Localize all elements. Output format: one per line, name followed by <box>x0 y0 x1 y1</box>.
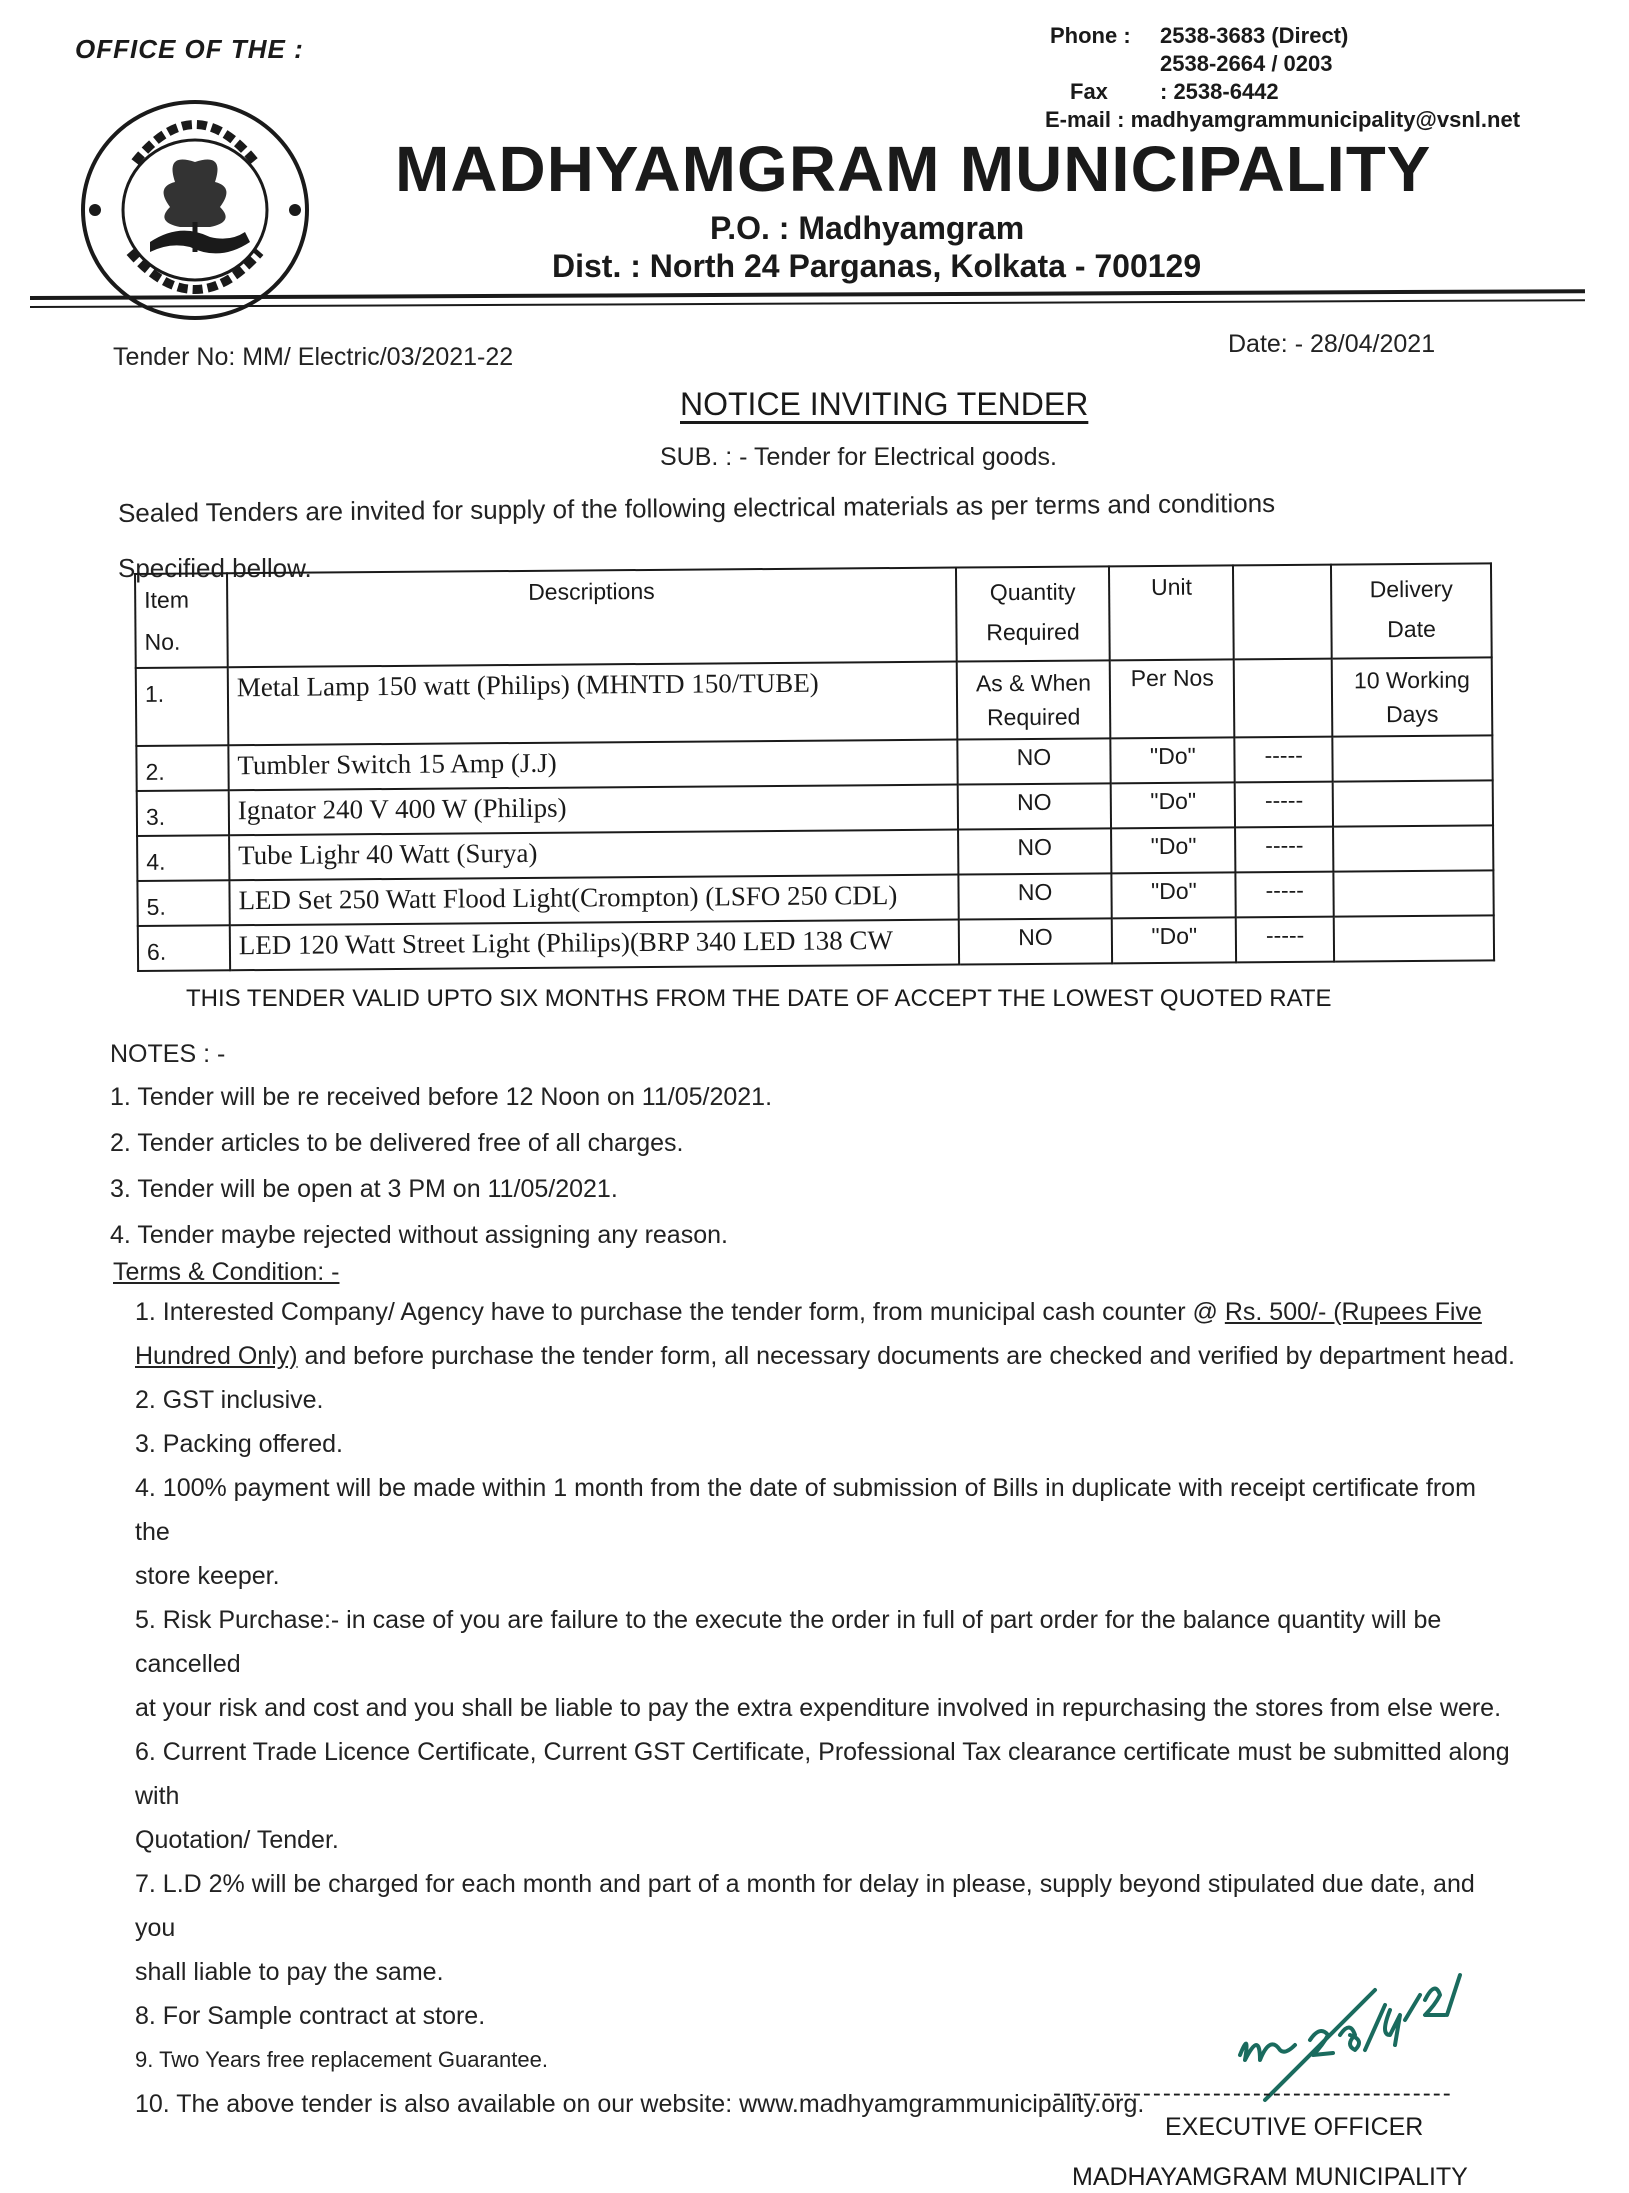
notes-heading: NOTES : - <box>110 1040 226 1068</box>
terms-heading: Terms & Condition: - <box>113 1258 340 1286</box>
fax-label: Fax <box>1070 79 1108 104</box>
row-item-no: 1. <box>136 667 229 746</box>
row-unit: "Do" <box>1111 782 1235 828</box>
intro-line-1: Sealed Tenders are invited for supply of the following electrical materials as per terms and conditions <box>117 487 1276 528</box>
note-item: 4. Tender maybe rejected without assigning any reason. <box>110 1221 728 1249</box>
note-item: 3. Tender will be open at 3 PM on 11/05/2021. <box>110 1175 618 1203</box>
header-blank <box>1233 565 1332 660</box>
term-item: 1. Interested Company/ Agency have to purchase the tender form, from municipal cash counter @ Rs. 500/- (Rupees Five <box>135 1298 1482 1326</box>
row-unit: "Do" <box>1111 737 1235 783</box>
row-extra: ----- <box>1236 917 1334 963</box>
row-description: Tumbler Switch 15 Amp (J.J) <box>228 740 957 791</box>
row-description: Tube Lighr 40 Watt (Surya) <box>229 830 958 881</box>
row-quantity: NO <box>957 738 1111 784</box>
intro-line-2: Specified bellow. <box>118 553 312 583</box>
table-row <box>138 915 1494 971</box>
note-item: 1. Tender will be re received before 12 Noon on 11/05/2021. <box>110 1083 773 1111</box>
row-quantity: As & When Required <box>956 660 1110 739</box>
row-item-no: 5. <box>137 880 229 926</box>
term-item: 4. 100% payment will be made within 1 month from the date of submission of Bills in duplicate with receipt certificate from the <box>135 1474 1476 1546</box>
header-delivery-date: Delivery Date <box>1331 563 1492 658</box>
municipality-seal-logo <box>75 92 315 327</box>
term-item-cont: at your risk and cost and you shall be liable to pay the extra expenditure involved in repurchasing the stores from else were. <box>135 1694 1502 1722</box>
row-quantity: NO <box>957 783 1111 829</box>
fee-words: Hundred Only) <box>135 1342 298 1370</box>
term-item: 5. Risk Purchase:- in case of you are failure to the execute the order in full of part order for the balance quantity will be cancelled <box>135 1606 1442 1678</box>
row-item-no: 3. <box>137 790 229 836</box>
term-item-cont: store keeper. <box>135 1562 280 1590</box>
signature-line: ---------------------------------------- <box>1053 2080 1453 2107</box>
office-of-label: OFFICE OF THE : <box>75 34 304 64</box>
term-item: 7. L.D 2% will be charged for each month and part of a month for delay in please, supply beyond stipulated due date, and you <box>135 1870 1475 1942</box>
district-address: Dist. : North 24 Parganas, Kolkata - 700129 <box>552 248 1202 284</box>
row-delivery <box>1333 825 1493 871</box>
term-item: 3. Packing offered. <box>135 1430 344 1458</box>
term-item: Hundred Only) and before purchase the tender form, all necessary documents are checked and verified by department head. <box>135 1342 1515 1370</box>
row-extra: ----- <box>1235 737 1333 783</box>
phone-direct: 2538-3683 (Direct) <box>1160 23 1349 48</box>
row-description: Ignator 240 V 400 W (Philips) <box>229 785 958 836</box>
term-item: 2. GST inclusive. <box>135 1386 324 1414</box>
email-address: E-mail : madhyamgrammunicipality@vsnl.net <box>1045 107 1521 132</box>
row-extra: ----- <box>1235 827 1333 873</box>
term-item: 8. For Sample contract at store. <box>135 2002 486 2030</box>
items-table <box>134 562 1495 972</box>
header-description: Descriptions <box>227 568 956 668</box>
signatory-designation: EXECUTIVE OFFICER <box>1165 2113 1424 2141</box>
notes-list <box>110 1074 772 1258</box>
row-extra: ----- <box>1236 872 1334 918</box>
row-delivery <box>1332 735 1492 781</box>
table-row <box>136 657 1493 746</box>
header-unit: Unit <box>1109 565 1234 660</box>
row-unit: "Do" <box>1112 827 1236 873</box>
signatory-organisation: MADHAYAMGRAM MUNICIPALITY <box>1072 2163 1468 2191</box>
phone-other: 2538-2664 / 0203 <box>1160 51 1333 76</box>
fax-number: : 2538-6442 <box>1160 79 1279 104</box>
phone-label: Phone : <box>1050 23 1131 48</box>
row-description: Metal Lamp 150 watt (Philips) (MHNTD 150/TUBE) <box>228 662 957 746</box>
term-item-cont: Quotation/ Tender. <box>135 1826 339 1854</box>
table-header-row <box>135 563 1492 668</box>
row-delivery: 10 Working Days <box>1332 657 1492 736</box>
validity-statement: THIS TENDER VALID UPTO SIX MONTHS FROM THE DATE OF ACCEPT THE LOWEST QUOTED RATE <box>186 985 1332 1012</box>
header-item-no: Item No. <box>135 573 228 668</box>
row-unit: "Do" <box>1112 872 1236 918</box>
row-delivery <box>1334 870 1494 916</box>
term-item: 10. The above tender is also available on our website: www.madhyamgrammunicipality.org. <box>135 2090 1145 2118</box>
post-office: P.O. : Madhyamgram <box>710 210 1025 246</box>
tender-date: Date: - 28/04/2021 <box>1228 330 1436 358</box>
term-item-cont: shall liable to pay the same. <box>135 1958 444 1986</box>
contact-block <box>1045 22 1521 134</box>
row-unit: Per Nos <box>1110 659 1234 738</box>
notice-title: NOTICE INVITING TENDER <box>680 386 1089 422</box>
row-delivery <box>1333 780 1493 826</box>
row-delivery <box>1334 915 1494 961</box>
row-unit: "Do" <box>1112 917 1236 963</box>
term-item: 6. Current Trade Licence Certificate, Current GST Certificate, Professional Tax clearance certificate must be submitted along with <box>135 1738 1510 1810</box>
row-quantity: NO <box>958 918 1112 964</box>
row-item-no: 4. <box>137 835 229 881</box>
header-quantity: Quantity Required <box>956 566 1111 661</box>
row-description: LED Set 250 Watt Flood Light(Crompton) (LSFO 250 CDL) <box>229 875 958 926</box>
row-item-no: 6. <box>138 925 230 971</box>
municipality-name: MADHYAMGRAM MUNICIPALITY <box>395 133 1432 205</box>
row-quantity: NO <box>958 828 1112 874</box>
row-quantity: NO <box>958 873 1112 919</box>
note-item: 2. Tender articles to be delivered free of all charges. <box>110 1129 684 1157</box>
row-description: LED 120 Watt Street Light (Philips)(BRP 340 LED 138 CW <box>230 920 959 971</box>
fee-amount: Rs. 500/- (Rupees Five <box>1224 1298 1482 1326</box>
row-extra <box>1234 659 1332 738</box>
tender-number: Tender No: MM/ Electric/03/2021-22 <box>113 343 514 371</box>
row-item-no: 2. <box>136 745 228 791</box>
subject-line: SUB. : - Tender for Electrical goods. <box>660 443 1057 471</box>
row-extra: ----- <box>1235 782 1333 828</box>
term-item: 9. Two Years free replacement Guarantee. <box>135 2047 548 2072</box>
